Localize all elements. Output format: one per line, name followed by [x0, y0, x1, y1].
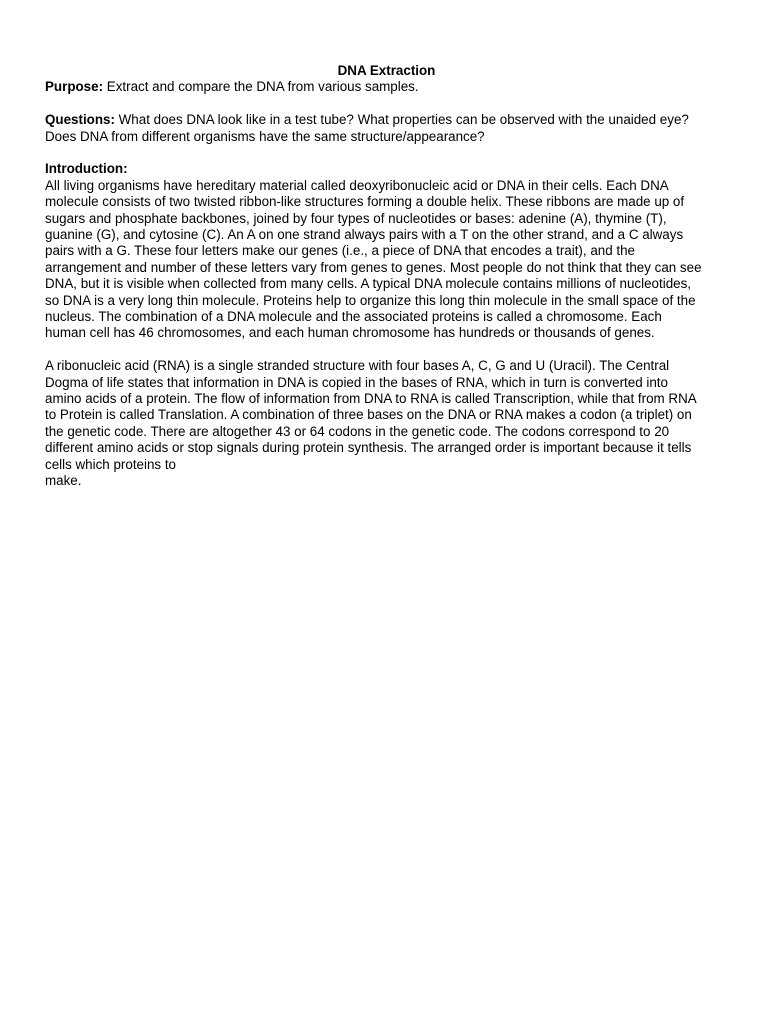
- introduction-paragraph-1: [45, 178, 725, 342]
- text-line: A ribonucleic acid (RNA) is a single stranded structure with four bases A, C, G and U (Uracil). The Central: [45, 358, 670, 374]
- spacer: [45, 145, 725, 161]
- text-line: Dogma of life states that information in DNA is copied in the bases of RNA, which in turn is converted into: [45, 374, 668, 390]
- text-line: All living organisms have hereditary material called deoxyribonucleic acid or DNA in their cells. Each DNA: [45, 177, 669, 193]
- introduction-paragraph-2: [45, 358, 725, 489]
- purpose-line: [45, 79, 725, 95]
- questions-label: Questions:: [45, 112, 115, 128]
- text-line: cells which proteins to: [45, 456, 176, 472]
- text-line: so DNA is a very long thin molecule. Proteins help to organize this long thin molecule in the small space of the: [45, 292, 696, 308]
- purpose-text: Extract and compare the DNA from various samples.: [103, 79, 419, 95]
- purpose-label: Purpose:: [45, 79, 104, 95]
- text-line: different amino acids or stop signals during protein synthesis. The arranged order is important because it tells: [45, 440, 692, 456]
- document-title: DNA Extraction: [337, 63, 436, 78]
- text-line: sugars and phosphate backbones, joined by four types of nucleotides or bases: adenine (A), thymine (T),: [45, 210, 667, 226]
- text-line: human cell has 46 chromosomes, and each human chromosome has hundreds or thousands of genes.: [45, 325, 655, 341]
- questions-block: [45, 112, 725, 145]
- text-line: to Protein is called Translation. A combination of three bases on the DNA or RNA makes a codon (a triplet) on: [45, 407, 692, 423]
- text-line: guanine (G), and cytosine (C). An A on one strand always pairs with a T on the other strand, and a C always: [45, 227, 684, 243]
- questions-text-1: What does DNA look like in a test tube? What properties can be observed with the unaided eye?: [114, 112, 689, 128]
- spacer: [45, 96, 725, 112]
- questions-line-1: [45, 112, 725, 128]
- text-line: arrangement and number of these letters vary from genes to genes. Most people do not think that they can see: [45, 259, 702, 275]
- introduction-heading: Introduction:: [45, 161, 128, 177]
- text-line: molecule consists of two twisted ribbon-like structures forming a double helix. These ribbons are made up of: [45, 194, 685, 210]
- spacer: [45, 342, 725, 358]
- document-page: [45, 63, 725, 490]
- text-line: DNA, but it is visible when collected from many cells. A typical DNA molecule contains millions of nucleotides,: [45, 276, 692, 292]
- text-line: make.: [45, 473, 82, 489]
- text-line: nucleus. The combination of a DNA molecule and the associated proteins is called a chromosome. Each: [45, 309, 662, 325]
- text-line: amino acids of a protein. The flow of information from DNA to RNA is called Transcription, while that from RNA: [45, 391, 697, 407]
- text-line: the genetic code. There are altogether 43 or 64 codons in the genetic code. The codons correspond to 20: [45, 423, 670, 439]
- text-line: pairs with a G. These four letters make our genes (i.e., a piece of DNA that encodes a trait), and the: [45, 243, 635, 259]
- questions-line-2: Does DNA from different organisms have the same structure/appearance?: [45, 128, 485, 144]
